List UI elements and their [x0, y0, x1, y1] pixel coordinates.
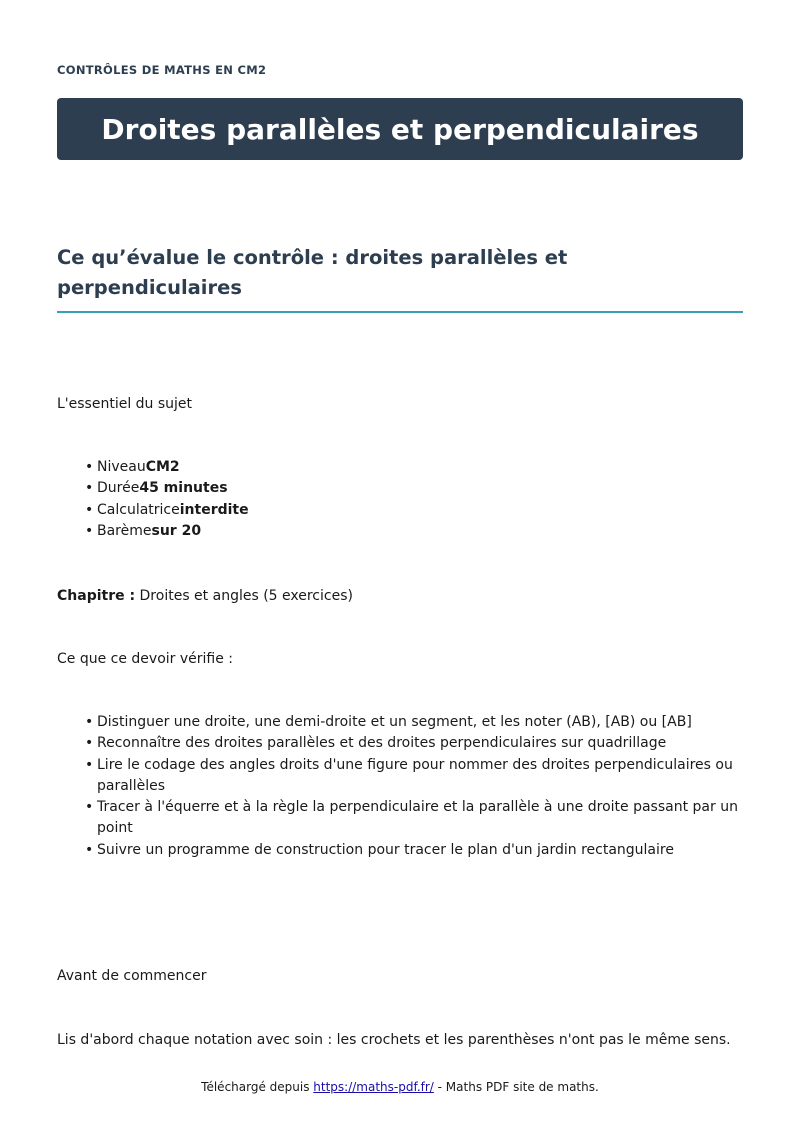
- before-heading: Avant de commencer: [57, 968, 207, 984]
- essentials-list: [97, 457, 743, 542]
- check-item: • Lire le codage des angles droits d'une figure pour nommer des droites perpendiculaires ou parallèles: [97, 755, 743, 798]
- title-banner: [57, 98, 743, 160]
- section-title: Ce qu’évalue le contrôle : droites parallèles et perpendiculaires: [57, 243, 743, 313]
- footer: [0, 1080, 800, 1094]
- check-item: • Suivre un programme de construction pour tracer le plan d'un jardin rectangulaire: [97, 840, 743, 861]
- check-item: • Reconnaître des droites parallèles et des droites perpendiculaires sur quadrillage: [97, 733, 743, 754]
- page-title: Droites parallèles et perpendiculaires: [101, 112, 699, 146]
- check-item: • Tracer à l'équerre et à la règle la perpendiculaire et la parallèle à une droite passant par un point: [97, 797, 743, 840]
- chapter-value: Droites et angles (5 exercices): [139, 588, 353, 604]
- essentials-heading: L'essentiel du sujet: [57, 396, 193, 412]
- essentials-item-grading: • Barèmesur 20: [97, 521, 743, 542]
- essentials-item-duration: • Durée45 minutes: [97, 478, 743, 499]
- footer-prefix: Téléchargé depuis: [201, 1080, 314, 1094]
- check-item: • Distinguer une droite, une demi-droite et un segment, et les noter (AB), [AB) ou [AB]: [97, 712, 743, 733]
- series-kicker: CONTRÔLES DE MATHS EN CM2: [57, 63, 267, 77]
- essentials-item-calculator: • Calculatriceinterdite: [97, 500, 743, 521]
- chapter-line: [57, 586, 353, 607]
- checks-list: [97, 712, 743, 861]
- checks-heading: Ce que ce devoir vérifie :: [57, 651, 234, 667]
- essentials-item-level: • NiveauCM2: [97, 457, 743, 478]
- before-text: Lis d'abord chaque notation avec soin : les crochets et les parenthèses n'ont pas le même sens.: [57, 1032, 731, 1048]
- footer-suffix: - Maths PDF site de maths.: [433, 1080, 599, 1094]
- footer-link[interactable]: https://maths-pdf.fr/: [313, 1080, 434, 1094]
- chapter-label: Chapitre :: [57, 588, 136, 604]
